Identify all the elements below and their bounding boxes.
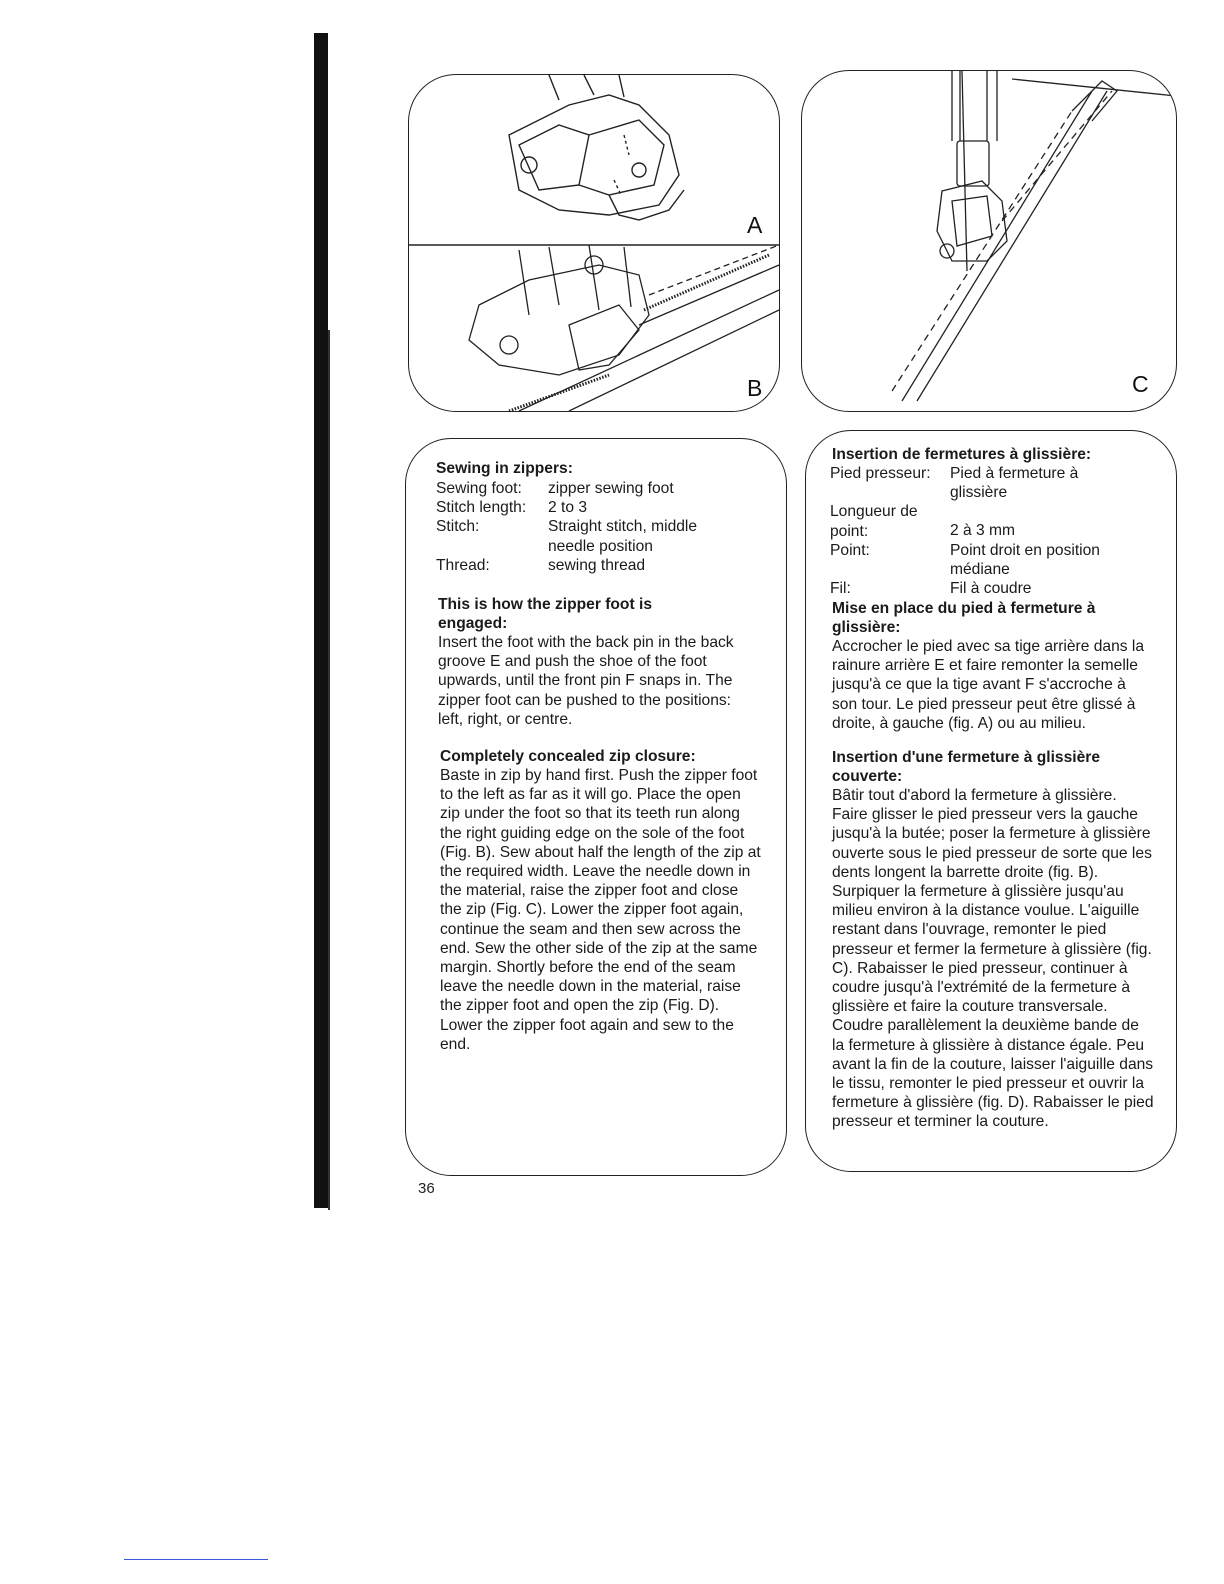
setting-key: Thread: xyxy=(436,556,490,574)
figure-label-a: A xyxy=(747,212,763,238)
french-engage-heading: Mise en place du pied à fermeture à glissière: xyxy=(832,600,1096,637)
setting-row xyxy=(436,556,766,575)
zipper-foot-illustration-ab xyxy=(409,75,779,411)
setting-row xyxy=(436,517,766,555)
figure-label-c: C xyxy=(1132,371,1149,397)
setting-key: Stitch length: xyxy=(436,499,527,517)
setting-key: Longueur de point: xyxy=(830,503,918,540)
setting-value: sewing thread xyxy=(548,556,646,574)
english-instructions-panel xyxy=(405,438,787,1176)
english-settings xyxy=(436,479,766,575)
setting-value: 2 to 3 xyxy=(548,499,588,517)
english-title: Sewing in zippers: xyxy=(436,460,573,477)
setting-row xyxy=(830,541,1160,579)
figure-ab-frame xyxy=(408,74,780,412)
setting-value: zipper sewing foot xyxy=(548,480,674,497)
english-engage-text: Insert the foot with the back pin in the back groove E and push the shoe of the foot upwards, until the front pin F snaps in. The zipper foot can be pushed to the positions: left, right, or centre. xyxy=(438,634,734,728)
setting-row xyxy=(436,498,766,517)
french-concealed-text: Bâtir tout d'abord la fermeture à glissière. Faire glisser le pied presseur vers la gauche jusqu'à la butée; poser la fermeture à glissière ouverte sous le pied presseur de sorte que les dents longent la barrette droite (fig. B). Surpiquer la fermeture à glissière jusqu'au milieu environ à la distance voulue. L'aiguille restant dans l'ouvrage, remonter le pied presseur et fermer la fermeture à glissière (fig. C). Rabaisser le pied presseur, continuer à coudre jusqu'à l'extrémité de la fermeture à glissière et faire la couture transversale. Coudre parallèlement la deuxième bande de la fermeture à glissière à distance égale. Peu avant la fin de la couture, laisser l'aiguille dans le tissu, remonter le pied presseur et ouvrir la fermeture à glissière (fig. D). Rabaisser le pied presseur et terminer la couture. xyxy=(832,787,1154,1131)
setting-key: Stitch: xyxy=(436,518,480,536)
setting-key: Point: xyxy=(830,541,870,559)
french-title: Insertion de fermetures à glissière: xyxy=(832,446,1092,463)
setting-row xyxy=(830,579,1160,598)
footer-rule xyxy=(124,1559,268,1560)
french-concealed-heading: Insertion d'une fermeture à glissière couverte: xyxy=(832,749,1101,786)
setting-value: Pied à fermeture à glissière xyxy=(950,465,1079,502)
setting-value: Fil à coudre xyxy=(950,580,1032,598)
figure-label-b: B xyxy=(747,375,763,401)
setting-value: Point droit en position médiane xyxy=(950,541,1100,579)
page-number: 36 xyxy=(418,1180,435,1197)
setting-row xyxy=(436,479,766,498)
setting-key: Pied presseur: xyxy=(830,465,931,482)
french-settings xyxy=(830,464,1160,598)
binding-edge xyxy=(314,33,328,1208)
setting-value: Straight stitch, middle needle position xyxy=(548,518,698,555)
setting-row xyxy=(830,464,1160,502)
binding-edge-shadow xyxy=(328,330,330,1210)
french-instructions-panel xyxy=(805,430,1177,1172)
setting-value: 2 à 3 mm xyxy=(950,522,1015,540)
setting-key: Sewing foot: xyxy=(436,480,522,497)
figure-c-frame xyxy=(801,70,1177,412)
french-engage-text: Accrocher le pied avec sa tige arrière dans la rainure arrière E et faire remonter la semelle jusqu'à ce que la tige avant F s'accroche à son tour. Le pied presseur peut être glissé à droite, à gauche (fig. A) ou au milieu. xyxy=(832,638,1145,732)
english-engage-heading: This is how the zipper foot is engaged: xyxy=(438,596,652,633)
english-concealed-heading: Completely concealed zip closure: xyxy=(440,748,696,765)
english-concealed-text: Baste in zip by hand first. Push the zipper foot to the left as far as it will go. Place the open zip under the foot so that its teeth run along the right guiding edge on the sole of the foot (Fig. B). Sew about half the length of the zip at the required width. Leave the needle down in the material, raise the zipper foot and close the zip (Fig. C). Lower the zipper foot again, continue the seam and then sew across the end. Sew the other side of the zip at the same margin. Shortly before the end of the seam leave the needle down in the material, raise the zipper foot and open the zip (Fig. D). Lower the zipper foot again and sew to the end. xyxy=(440,767,761,1053)
setting-row xyxy=(830,502,1160,540)
zipper-closing-illustration-c xyxy=(802,71,1176,411)
setting-key: Fil: xyxy=(830,580,851,598)
